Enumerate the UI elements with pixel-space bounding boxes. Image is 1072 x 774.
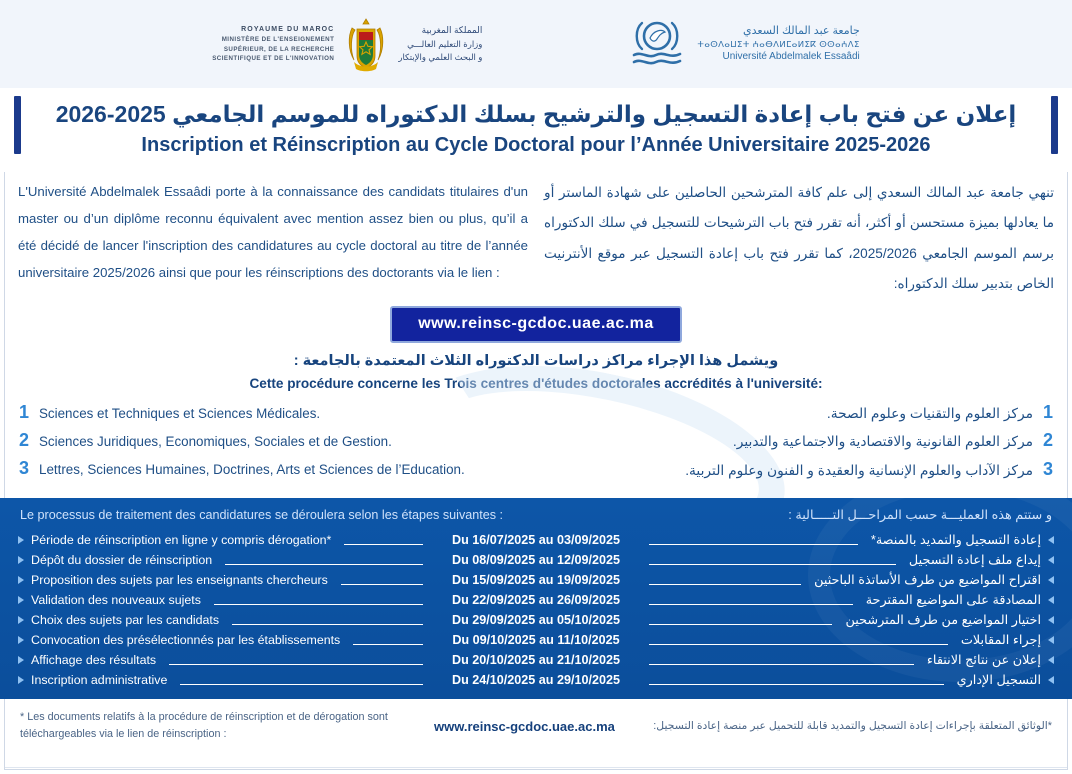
leader-line — [649, 604, 853, 605]
university-name-block — [697, 24, 859, 64]
schedule-panel — [0, 498, 1072, 699]
center-label: Lettres, Sciences Humaines, Doctrines, Arts et Sciences de l’Education. — [39, 461, 465, 477]
leader-line — [649, 684, 944, 685]
title-band — [0, 88, 1072, 172]
schedule-row — [18, 550, 1054, 570]
schedule-row — [18, 610, 1054, 630]
list-item — [18, 459, 526, 479]
schedule-step-french — [18, 553, 429, 567]
schedule-step-french — [18, 613, 429, 627]
university-name-arabic: جامعة عبد المالك السعدي — [743, 25, 860, 38]
schedule-date: Du 24/10/2025 au 29/10/2025 — [451, 673, 621, 688]
procedure-heading-french: Cette procédure concerne les Trois centres d'études doctorales accrédités à l'université: — [249, 375, 823, 391]
schedule-step-label-fr: Inscription administrative — [31, 673, 168, 688]
schedule-date: Du 16/07/2025 au 03/09/2025 — [451, 533, 621, 548]
schedule-step-arabic — [643, 632, 1054, 648]
ministry-fr-line-3: SUPÉRIEUR, DE LA RECHERCHE — [223, 45, 335, 53]
schedule-row — [18, 630, 1054, 650]
schedule-step-label-fr: Validation des nouveaux sujets — [31, 593, 201, 608]
leader-line — [649, 584, 801, 585]
university-emblem-icon — [632, 17, 688, 71]
schedule-step-label-ar: إجراء المقابلات — [960, 632, 1041, 648]
schedule-step-arabic — [643, 552, 1054, 568]
accent-bar-right — [1051, 96, 1058, 154]
list-item — [546, 431, 1054, 452]
center-label: Sciences Juridiques, Economiques, Sociales et de Gestion. — [39, 433, 392, 449]
schedule-step-french — [18, 593, 429, 607]
schedule-step-french — [18, 633, 429, 647]
bullet-icon — [18, 616, 24, 624]
center-label: مركز العلوم والتقنيات وعلوم الصحة. — [826, 405, 1033, 421]
intro-paragraph-arabic: تنهي جامعة عبد المالك السعدي إلى علم كافة المترشحين الحاصلين على شهادة الماستر أو ما يعادلها بميزة مستحسن أو أكثر، أنه تقرر فتح باب الترشيحات للتسجيل في سلك الدكتوراه برسم الموسم الجامعي 2025/2026، كما تقرر فتح باب إعادة التسجيل عبر موقع الأنترنيت الخاص بتدبير سلك الدكتوراه: — [544, 184, 1054, 292]
schedule-step-french — [18, 653, 429, 667]
schedule-step-arabic — [643, 672, 1054, 688]
schedule-row — [18, 530, 1054, 550]
bullet-icon — [18, 576, 24, 584]
schedule-step-label-ar: إعادة التسجيل والتمديد بالمنصة* — [870, 532, 1041, 548]
url-row — [0, 306, 1072, 343]
schedule-date: Du 20/10/2025 au 21/10/2025 — [451, 653, 621, 668]
bullet-icon — [1048, 636, 1054, 644]
accent-bar-left — [14, 96, 21, 154]
footer-divider — [5, 767, 1067, 768]
schedule-step-label-ar: اختيار المواضيع من طرف المترشحين — [845, 612, 1041, 628]
schedule-step-french — [18, 673, 429, 687]
center-number: 2 — [1042, 430, 1053, 451]
header-bar — [0, 0, 1072, 88]
center-number: 2 — [18, 429, 29, 450]
bullet-icon — [1048, 576, 1054, 584]
schedule-step-label-ar: التسجيل الإداري — [956, 672, 1041, 688]
schedule-date: Du 15/09/2025 au 19/09/2025 — [451, 573, 621, 588]
ministry-name-arabic — [398, 24, 482, 64]
bullet-icon — [18, 556, 24, 564]
list-item — [546, 403, 1054, 424]
procedure-heading-arabic: ويشمل هذا الإجراء مراكز دراسات الدكتوراه الثلاث المعتمدة بالجامعة : — [293, 353, 779, 370]
schedule-step-french — [18, 533, 429, 547]
center-number: 3 — [1042, 458, 1053, 479]
schedule-date: Du 08/09/2025 au 12/09/2025 — [451, 553, 621, 568]
bullet-icon — [1048, 596, 1054, 604]
footer-note-french: * Les documents relatifs à la procédure de réinscription et de dérogation sont téléchargeables via le lien de réinscription : — [20, 711, 388, 741]
ministry-ar-line-3: و البحث العلمي والإبتكار — [398, 51, 483, 62]
bullet-icon — [1048, 616, 1054, 624]
footer-bar — [0, 699, 1072, 750]
leader-line — [649, 664, 914, 665]
procedure-heading — [0, 345, 1072, 399]
registration-url-link[interactable]: www.reinsc-gcdoc.uae.ac.ma — [390, 306, 682, 343]
schedule-date: Du 22/09/2025 au 26/09/2025 — [451, 593, 621, 608]
schedule-step-label-fr: Période de réinscription en ligne y compris dérogation* — [31, 533, 332, 548]
bullet-icon — [18, 536, 24, 544]
bullet-icon — [1048, 676, 1054, 684]
bullet-icon — [18, 676, 24, 684]
schedule-row — [18, 650, 1054, 670]
center-label: Sciences et Techniques et Sciences Médicales. — [39, 405, 321, 421]
bullet-icon — [18, 656, 24, 664]
bullet-icon — [1048, 656, 1054, 664]
leader-line — [344, 544, 423, 545]
leader-line — [225, 564, 423, 565]
leader-line — [649, 644, 948, 645]
schedule-step-label-ar: اقتراح المواضيع من طرف الأساتذة الباحثين — [814, 572, 1041, 588]
schedule-step-label-ar: إعلان عن نتائج الانتقاء — [926, 652, 1041, 668]
schedule-date: Du 29/09/2025 au 05/10/2025 — [451, 613, 621, 628]
ministry-fr-line-1: ROYAUME DU MAROC — [241, 25, 335, 33]
list-item — [18, 403, 526, 423]
page-title-arabic: إعلان عن فتح باب إعادة التسجيل والترشيح بسلك الدكتوراه للموسم الجامعي 2025-2026 — [55, 101, 1017, 127]
center-label: مركز العلوم القانونية والاقتصادية والاجتماعية والتدبير. — [732, 434, 1033, 450]
center-number: 3 — [18, 457, 29, 478]
ministry-ar-line-1: المملكة المغربية — [421, 24, 483, 35]
schedule-row — [18, 570, 1054, 590]
schedule-step-label-fr: Affichage des résultats — [31, 653, 157, 668]
schedule-step-arabic — [643, 592, 1054, 608]
schedule-step-arabic — [643, 572, 1054, 588]
leader-line — [353, 644, 423, 645]
leader-line — [169, 664, 423, 665]
footer-note-arabic: *الوثائق المتعلقة بإجراءات إعادة التسجيل والتمديد قابلة للتحميل عبر منصة إعادة التسجيل: — [653, 719, 1052, 732]
schedule-rows — [18, 530, 1054, 690]
schedule-step-arabic — [643, 532, 1054, 548]
bullet-icon — [18, 636, 24, 644]
schedule-step-arabic — [643, 612, 1054, 628]
centers-section — [0, 399, 1072, 499]
schedule-step-label-fr: Dépôt du dossier de réinscription — [31, 553, 213, 568]
schedule-step-label-fr: Choix des sujets par les candidats — [31, 613, 220, 628]
page-title-french: Inscription et Réinscription au Cycle Doctoral pour l’Année Universitaire 2025-2026 — [141, 133, 931, 156]
schedule-date: Du 09/10/2025 au 11/10/2025 — [452, 633, 620, 648]
leader-line — [649, 564, 896, 565]
centers-list-french — [18, 403, 526, 489]
ministry-logo-block — [212, 16, 482, 72]
bullet-icon — [1048, 536, 1054, 544]
list-item — [546, 460, 1054, 481]
university-name-tifinagh: ⵜⴰⵙⴷⴰⵡⵉⵜ ⵄⴰⴱⴷⵍⵎⴰⵍⵉⴽ ⵙⵙⴰⵄⴷⵉ — [697, 38, 860, 49]
list-item — [18, 431, 526, 451]
university-name-french: Université Abdelmalek Essaâdi — [722, 51, 860, 63]
leader-line — [649, 624, 832, 625]
schedule-step-label-ar: المصادقة على المواضيع المقترحة — [865, 592, 1041, 608]
morocco-coat-of-arms-icon — [344, 16, 388, 72]
schedule-row — [18, 590, 1054, 610]
ministry-fr-line-2: MINISTÈRE DE L'ENSEIGNEMENT — [221, 36, 335, 44]
schedule-heading-french: Le processus de traitement des candidatures se déroulera selon les étapes suivantes : — [20, 508, 504, 523]
leader-line — [341, 584, 423, 585]
schedule-heading-arabic: و ستتم هذه العمليـــة حسب المراحـــل التـــــالية : — [788, 507, 1052, 523]
bullet-icon — [1048, 556, 1054, 564]
center-number: 1 — [1042, 401, 1053, 422]
schedule-step-french — [18, 573, 429, 587]
schedule-row — [18, 670, 1054, 690]
ministry-name-french — [212, 25, 334, 63]
ministry-fr-line-4: SCIENTIFIQUE ET DE L'INNOVATION — [212, 54, 335, 62]
schedule-heading-row — [18, 505, 1054, 530]
centers-list-arabic — [546, 403, 1054, 489]
schedule-step-label-fr: Convocation des présélectionnés par les établissements — [31, 633, 341, 648]
center-number: 1 — [18, 401, 29, 422]
footer-url-link[interactable]: www.reinsc-gcdoc.uae.ac.ma — [434, 718, 615, 734]
leader-line — [214, 604, 423, 605]
ministry-ar-line-2: وزارة التعليم العالـــي — [407, 38, 483, 49]
schedule-step-label-ar: إيداع ملف إعادة التسجيل — [908, 552, 1041, 568]
intro-section — [0, 172, 1072, 300]
intro-paragraph-french: L'Université Abdelmalek Essaâdi porte à la connaissance des candidats titulaires d'un master ou d’un diplôme reconnu équivalent avec mention assez bien ou plus, qu’il a été décidé de lancer l'inscription des candidatures au cycle doctoral au titre de l’année universitaire 2025/2026 ainsi que pour les réinscriptions des doctorants via le lien : — [18, 183, 528, 280]
schedule-step-arabic — [643, 652, 1054, 668]
leader-line — [649, 544, 858, 545]
leader-line — [180, 684, 423, 685]
center-label: مركز الآداب والعلوم الإنسانية والعقيدة و الفنون وعلوم التربية. — [685, 462, 1033, 478]
bullet-icon — [18, 596, 24, 604]
university-logo-block — [632, 17, 859, 71]
leader-line — [232, 624, 423, 625]
schedule-step-label-fr: Proposition des sujets par les enseignants chercheurs — [31, 573, 328, 588]
